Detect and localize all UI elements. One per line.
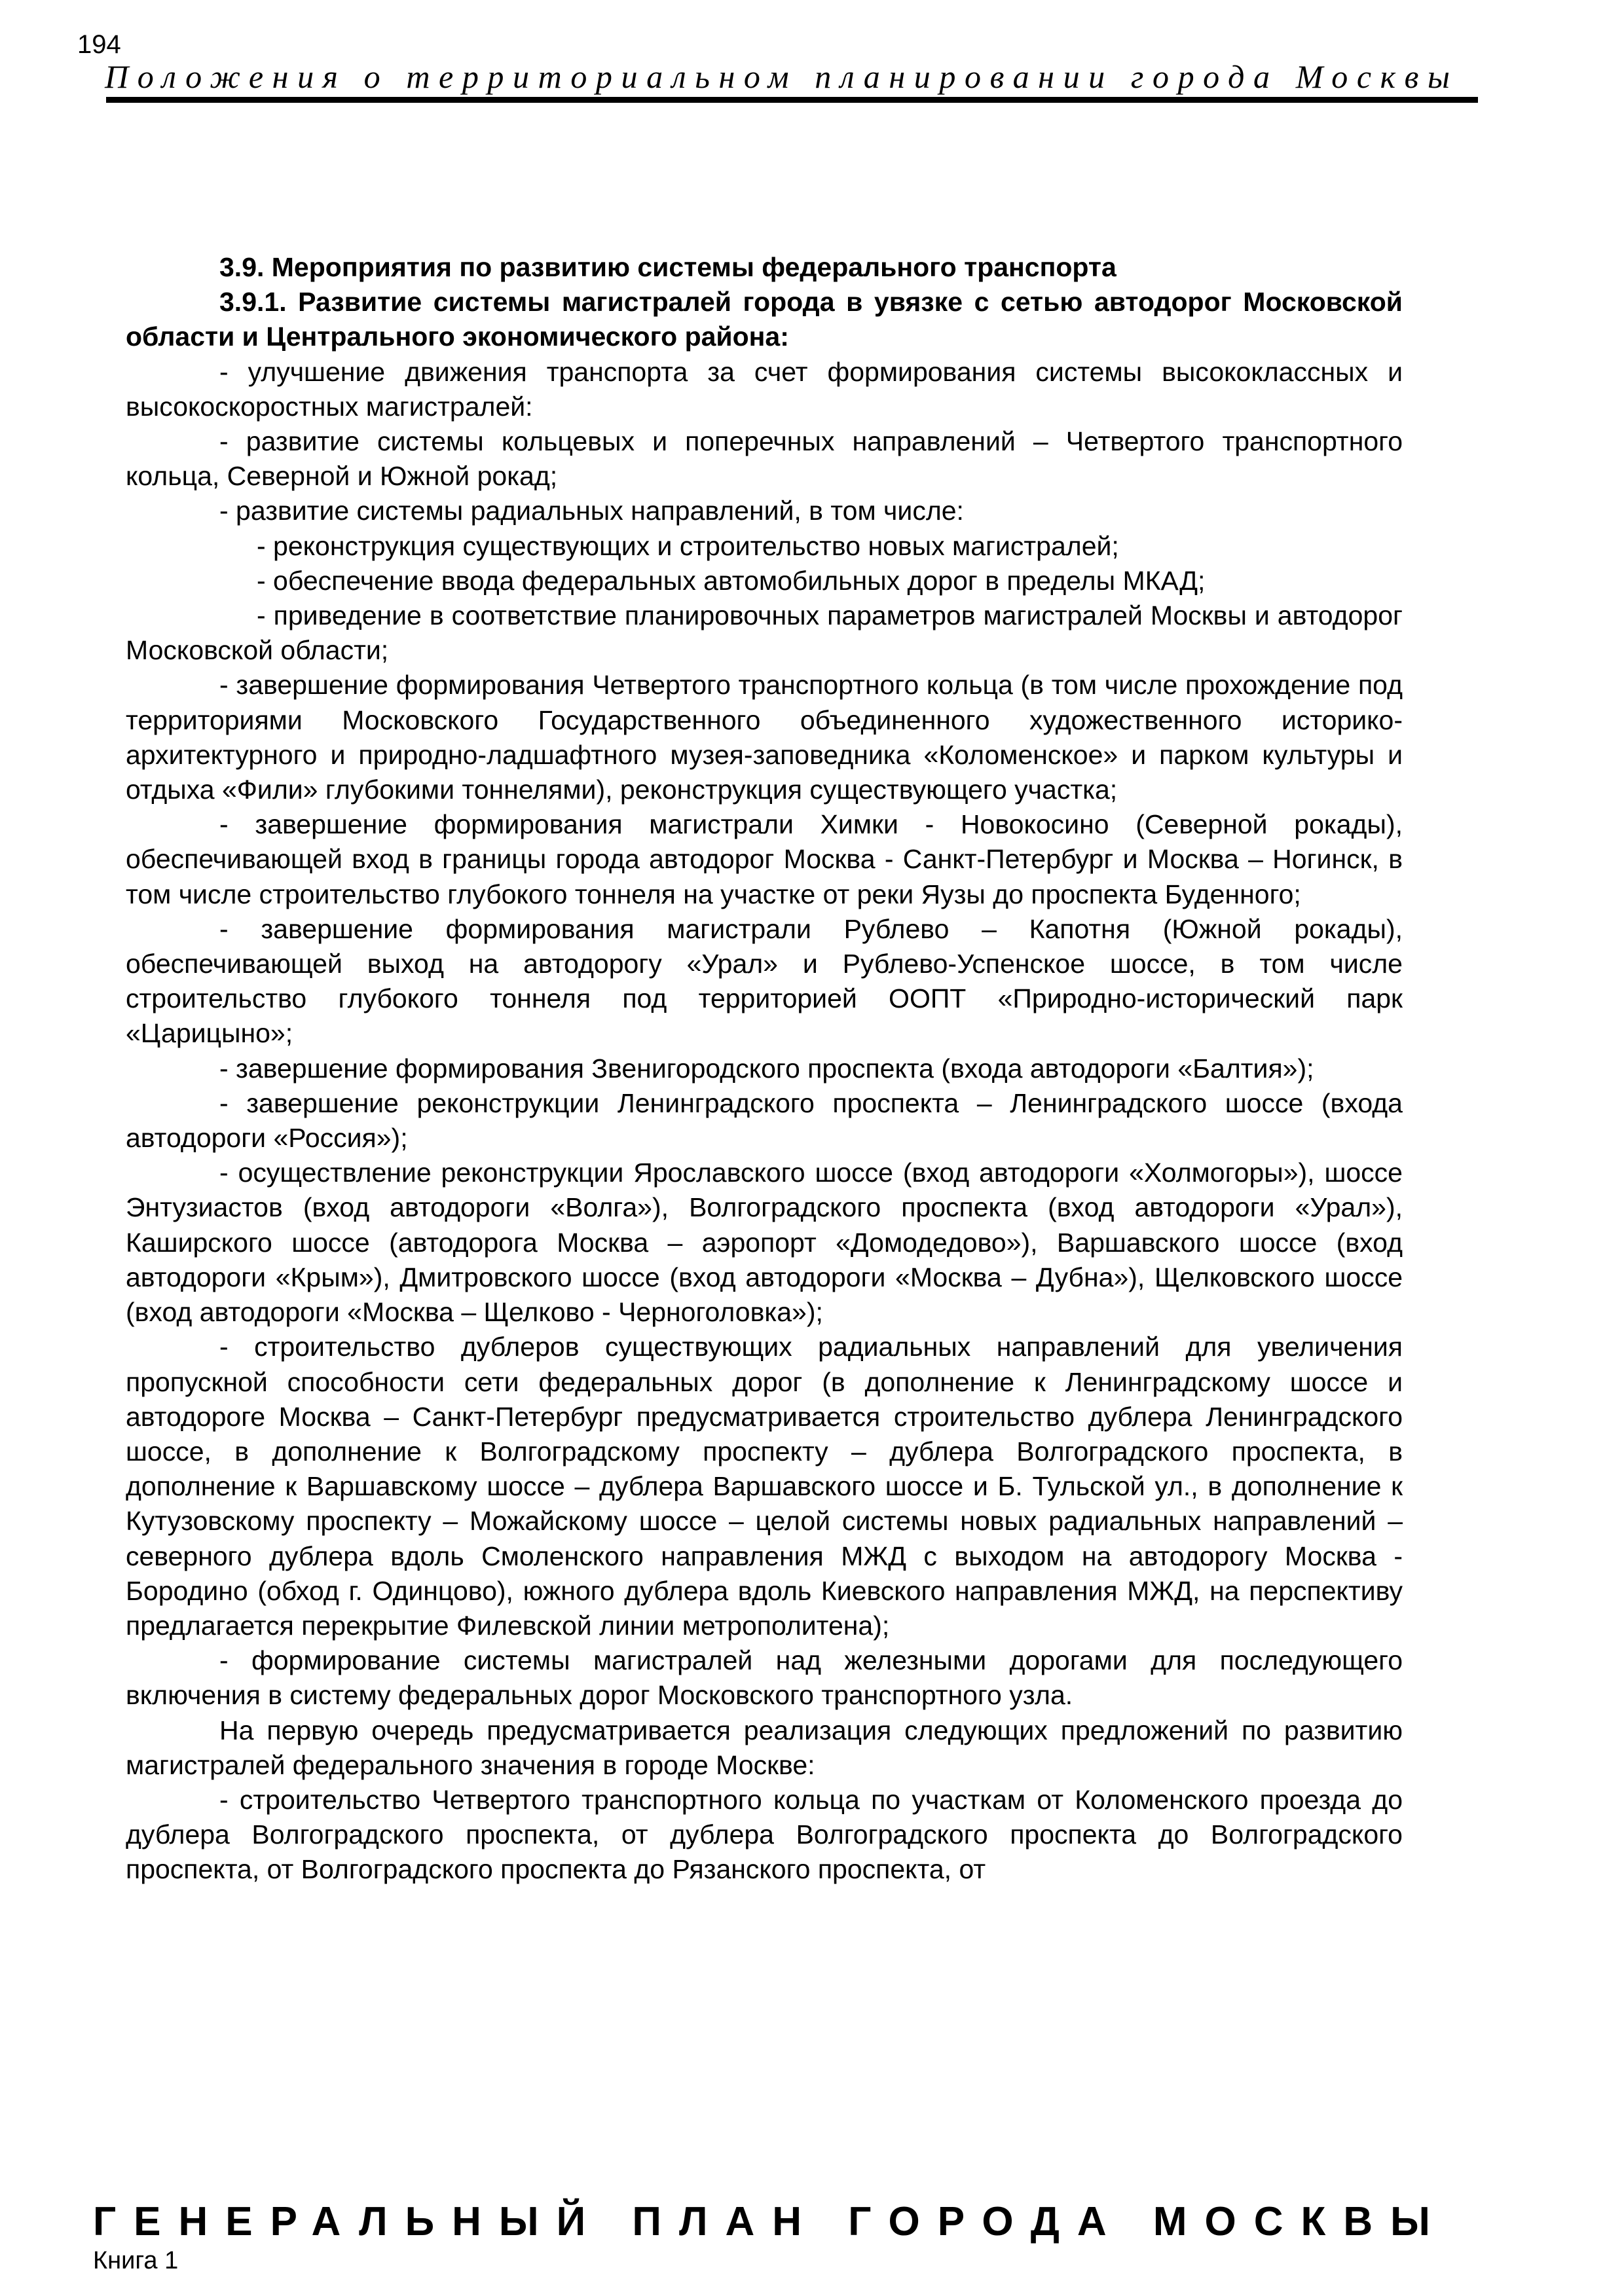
paragraph: - завершение формирования Четвертого транспортного кольца (в том числе прохождение под территориями Московского Государственного объединенного художественного историко-архитектурного и природно-ладшафтного музея-заповедника «Коломенское» и парком культуры и отдыха «Фили» глубокими тоннелями), реконструкция существующего участка; — [126, 670, 1403, 805]
subsection-title: 3.9.1. Развитие системы магистралей города в увязке с сетью автодорог Московской области и Центрального экономического района: — [126, 287, 1403, 352]
footer-title: ГЕНЕРАЛЬНЫЙ ПЛАН ГОРОДА МОСКВЫ — [93, 2199, 1448, 2244]
paragraph: - завершение формирования магистрали Рублево – Капотня (Южной рокады), обеспечивающей выход на автодорогу «Урал» и Рублево-Успенское шоссе, в том числе строительство глубокого тоннеля под территорией ООПТ «Природно-исторический парк «Царицыно»; — [126, 913, 1403, 1049]
paragraph: - развитие системы кольцевых и поперечных направлений – Четвертого транспортного кольца, Северной и Южной рокад; — [126, 426, 1403, 492]
paragraph: - реконструкция существующих и строительство новых магистралей; — [257, 530, 1119, 561]
paragraph: - обеспечение ввода федеральных автомобильных дорог в пределы МКАД; — [257, 565, 1206, 596]
section-title: 3.9. Мероприятия по развитию системы федерального транспорта — [219, 252, 1116, 282]
paragraph: - завершение реконструкции Ленинградского проспекта – Ленинградского шоссе (входа автодороги «Россия»); — [126, 1087, 1403, 1154]
page-number: 194 — [77, 30, 121, 59]
paragraph-list — [126, 355, 1403, 1887]
paragraph: - развитие системы радиальных направлений, в том числе: — [219, 496, 964, 526]
paragraph: - строительство дублеров существующих радиальных направлений для увеличения пропускной способности сети федеральных дорог (в дополнение к Ленинградскому шоссе и автодороге Москва – Санкт-Петербург предусматривается строительство дублера Ленинградского шоссе, в дополнение к Волгоградскому проспекту – дублера Волгоградского проспекта, в дополнение к Варшавскому шоссе – дублера Варшавского шоссе и Б. Тульской ул., в дополнение к Кутузовскому проспекту – Можайскому шоссе – целой системы новых радиальных направлений – северного дублера вдоль Смоленского направления МЖД с выходом на автодорогу Москва - Бородино (обход г. Одинцово), южного дублера вдоль Киевского направления МЖД, на перспективу предлагается перекрытие Филевской линии метрополитена); — [126, 1332, 1403, 1641]
paragraph: - осуществление реконструкции Ярославского шоссе (вход автодороги «Холмогоры»), шоссе Энтузиастов (вход автодороги «Волга»), Волгоградского проспекта (вход автодороги «Урал»), Каширского шоссе (автодорога Москва – аэропорт «Домодедово»), Варшавского шоссе (вход автодороги «Крым»), Дмитровского шоссе (вход автодороги «Москва – Дубна»), Щелковского шоссе (вход автодороги «Москва – Щелково - Черноголовка»); — [126, 1157, 1403, 1328]
paragraph: - приведение в соответствие планировочных параметров магистралей Москвы и автодорог Московской области; — [126, 600, 1403, 666]
book-label: Книга 1 — [93, 2247, 179, 2274]
paragraph: - улучшение движения транспорта за счет формирования системы высококлассных и высокоскоростных магистралей: — [126, 356, 1403, 422]
paragraph: - строительство Четвертого транспортного кольца по участкам от Коломенского проезда до дублера Волгоградского проспекта, от дублера Волгоградского проспекта до Волгоградского проспекта, от Волгоградского проспекта до Рязанского проспекта, от — [126, 1784, 1403, 1885]
paragraph: - завершение формирования магистрали Химки - Новокосино (Северной рокады), обеспечивающей вход в границы города автодорог Москва - Санкт-Петербург и Москва – Ногинск, в том числе строительство глубокого тоннеля на участке от реки Яузы до проспекта Буденного; — [126, 809, 1403, 909]
running-header: Положения о территориальном планировании города Москвы — [105, 58, 1459, 95]
paragraph: - формирование системы магистралей над железными дорогами для последующего включения в систему федеральных дорог Московского транспортного узла. — [126, 1645, 1403, 1711]
header-rule — [106, 97, 1478, 103]
document-body — [126, 250, 1403, 1887]
paragraph: На первую очередь предусматривается реализация следующих предложений по развитию магистралей федерального значения в городе Москве: — [126, 1715, 1403, 1780]
paragraph: - завершение формирования Звенигородского проспекта (входа автодороги «Балтия»); — [219, 1053, 1314, 1084]
